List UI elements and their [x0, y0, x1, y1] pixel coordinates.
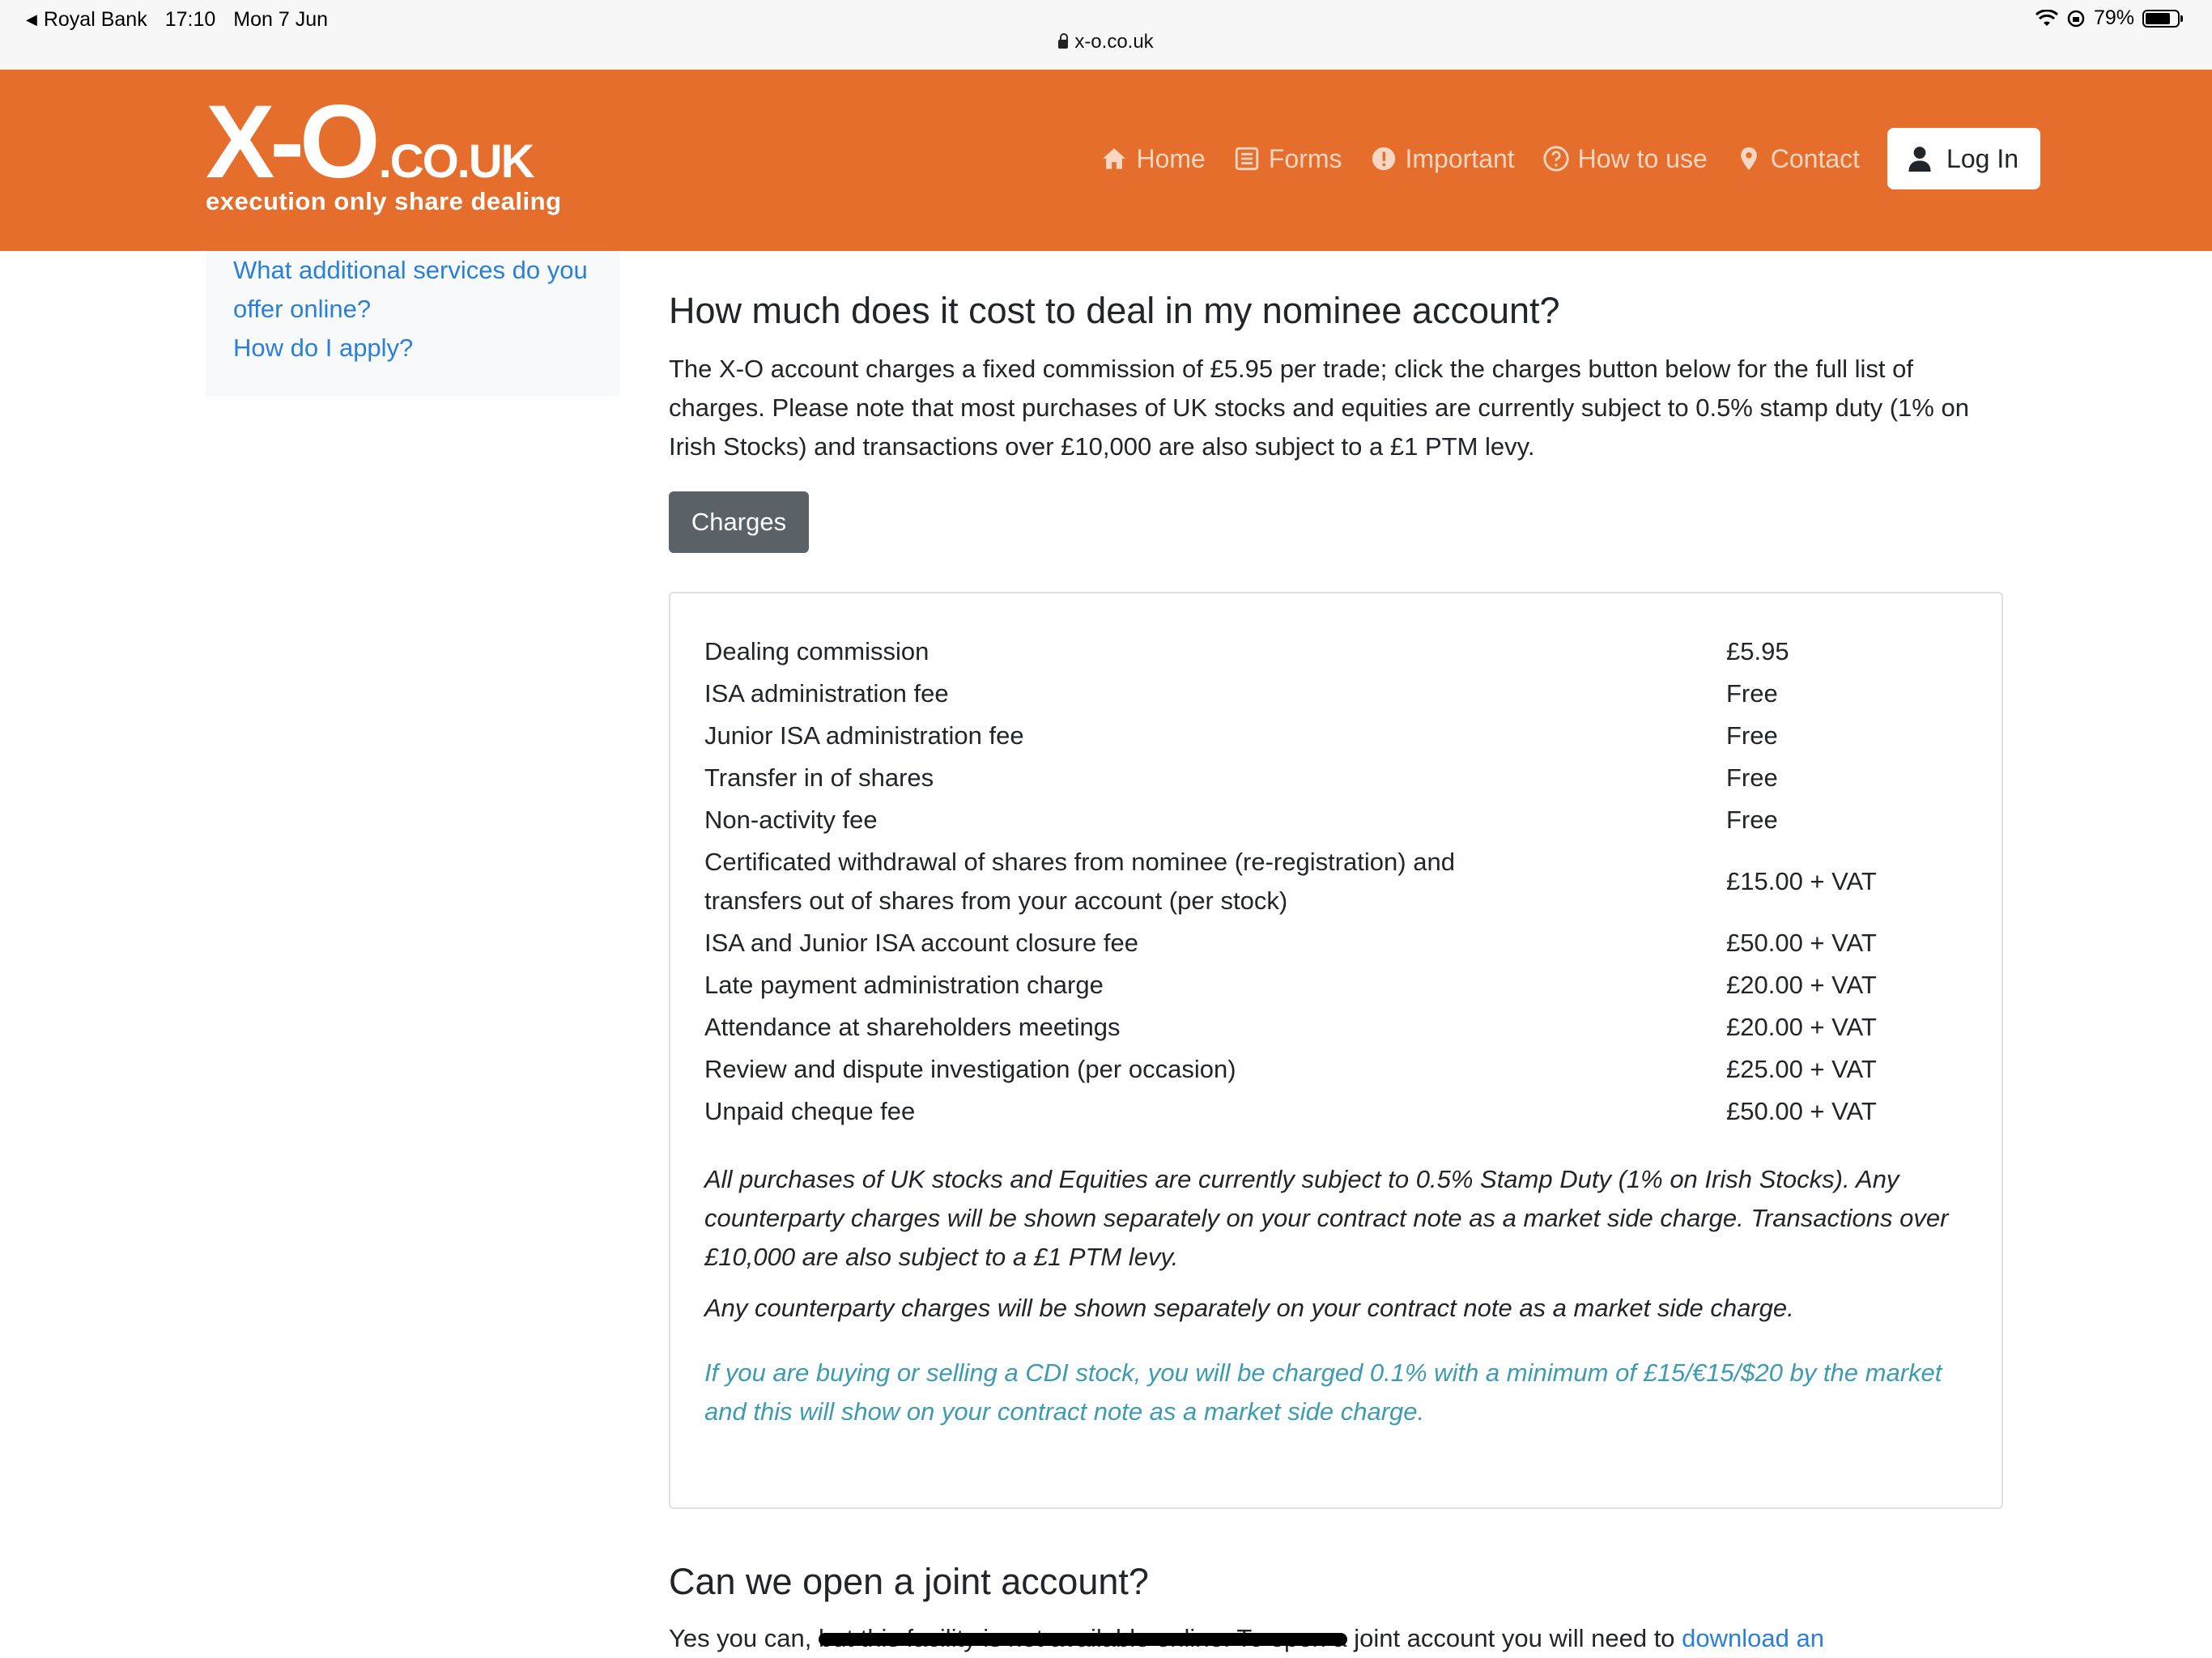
- sidebar-link-how-to-apply[interactable]: How do I apply?: [233, 334, 414, 362]
- fee-value: £20.00 + VAT: [1726, 971, 1877, 999]
- lock-icon: [1058, 40, 1068, 49]
- fee-label: ISA and Junior ISA account closure fee: [704, 929, 1138, 957]
- fee-label: Late payment administration charge: [704, 971, 1104, 999]
- nav-contact-label: Contact: [1770, 143, 1861, 173]
- fee-label: Unpaid cheque fee: [704, 1097, 916, 1125]
- logo-main: X-O: [206, 84, 376, 200]
- stamp-duty-note: All purchases of UK stocks and Equities are currently subject to 0.5% Stamp Duty (1% on Irish Stocks). Any counterparty charges will be shown separately on your contract note as a market side charge. Transactions over £10,000 are also subject to a £1 PTM levy.: [704, 1165, 1949, 1271]
- section-title-cost: How much does it cost to deal in my nominee account?: [669, 290, 1560, 331]
- fee-value: £20.00 + VAT: [1726, 1013, 1877, 1041]
- nav-important[interactable]: [1370, 144, 1515, 174]
- back-arrow-icon[interactable]: ◀: [26, 11, 37, 28]
- joint-text-start: Yes you can,: [669, 1624, 812, 1652]
- user-icon: [1908, 146, 1932, 172]
- sidebar-link-additional-services[interactable]: What additional services do you offer online?: [233, 256, 588, 323]
- nav-home-label: Home: [1136, 143, 1206, 173]
- table-row: [704, 799, 1903, 841]
- fee-label: Attendance at shareholders meetings: [704, 1013, 1121, 1041]
- table-row: [704, 841, 1903, 922]
- logo-suffix: .CO.UK: [378, 135, 534, 188]
- nav-home[interactable]: [1100, 144, 1205, 174]
- exclamation-icon: [1370, 145, 1397, 172]
- section-title-joint: Can we open a joint account?: [669, 1561, 1149, 1602]
- wifi-icon: [2035, 10, 2058, 28]
- status-date: Mon 7 Jun: [233, 8, 329, 31]
- table-row: [704, 631, 1903, 673]
- url-text[interactable]: x-o.co.uk: [1074, 31, 1154, 53]
- table-row: [704, 964, 1903, 1006]
- fee-label: Review and dispute investigation (per occasion): [704, 1055, 1236, 1083]
- battery-percent: 79%: [2093, 6, 2134, 29]
- home-icon: [1100, 145, 1128, 172]
- table-row: [704, 1090, 1903, 1133]
- charges-panel: [669, 592, 2003, 1509]
- faq-sidebar: [206, 251, 620, 397]
- counterparty-note: Any counterparty charges will be shown separately on your contract note as a market side charge.: [704, 1294, 1794, 1322]
- site-header: [0, 70, 2212, 251]
- nav-contact[interactable]: [1735, 144, 1860, 174]
- fees-table: [704, 631, 1903, 1133]
- redacted-text: [819, 1619, 1347, 1658]
- fee-value: £25.00 + VAT: [1726, 1055, 1877, 1083]
- download-link[interactable]: download an: [1682, 1624, 1824, 1652]
- cost-intro: The X-O account charges a fixed commission of £5.95 per trade; click the charges button below for the full list of charges. Please note that most purchases of UK stocks and equities are currently subject to 0.5% stamp duty (1% on Irish Stocks) and transactions over £10,000 are also subject to a £1 PTM levy.: [669, 355, 1969, 461]
- table-row: [704, 673, 1903, 715]
- nav-important-label: Important: [1405, 143, 1515, 173]
- battery-icon: [2142, 10, 2180, 28]
- fee-label: Non-activity fee: [704, 806, 878, 834]
- login-label: Log In: [1946, 143, 2018, 173]
- ios-status-bar: [0, 0, 2212, 70]
- fee-label: Junior ISA administration fee: [704, 721, 1024, 750]
- redaction-mark: [819, 1633, 1347, 1646]
- fee-value: Free: [1726, 763, 1778, 792]
- joint-text-end: joint account you will need to: [1354, 1624, 1675, 1652]
- logo-tagline: execution only share dealing: [206, 187, 562, 215]
- fee-value: £5.95: [1726, 637, 1789, 665]
- fee-value: Free: [1726, 806, 1778, 834]
- cdi-note: If you are buying or selling a CDI stock, you will be charged 0.1% with a minimum of £15/€15/$20 by the market and this will show on your contract note as a market side charge.: [704, 1358, 1942, 1426]
- login-button[interactable]: [1887, 128, 2040, 189]
- table-row: [704, 1048, 1903, 1090]
- table-row: [704, 715, 1903, 757]
- table-row: [704, 757, 1903, 799]
- joint-intro: [669, 1619, 1824, 1658]
- question-icon: [1542, 145, 1570, 172]
- table-row: [704, 922, 1903, 964]
- fee-value: £50.00 + VAT: [1726, 929, 1877, 957]
- orientation-lock-icon: [2066, 9, 2086, 28]
- nav-forms-label: Forms: [1268, 143, 1342, 173]
- fee-value: Free: [1726, 721, 1778, 750]
- site-logo[interactable]: [206, 84, 562, 215]
- address-bar[interactable]: [0, 31, 2212, 53]
- fee-label: Dealing commission: [704, 637, 929, 665]
- status-time: 17:10: [164, 8, 216, 31]
- charges-button[interactable]: Charges: [669, 491, 809, 553]
- fee-label: ISA administration fee: [704, 679, 949, 708]
- table-row: [704, 1006, 1903, 1048]
- nav-forms[interactable]: [1233, 144, 1342, 174]
- back-app-label[interactable]: Royal Bank: [43, 8, 147, 31]
- forms-icon: [1233, 145, 1261, 172]
- fee-value: Free: [1726, 679, 1778, 708]
- nav-how-to-use-label: How to use: [1577, 143, 1708, 173]
- fee-label: Transfer in of shares: [704, 763, 934, 792]
- fee-label: Certificated withdrawal of shares from nominee (re-registration) and transfers out of shares from your account (per stock): [704, 848, 1455, 915]
- fee-value: £50.00 + VAT: [1726, 1097, 1877, 1125]
- map-pin-icon: [1735, 145, 1763, 172]
- fee-value: £15.00 + VAT: [1726, 867, 1877, 895]
- nav-how-to-use[interactable]: [1542, 144, 1708, 174]
- main-nav: [1100, 128, 2040, 189]
